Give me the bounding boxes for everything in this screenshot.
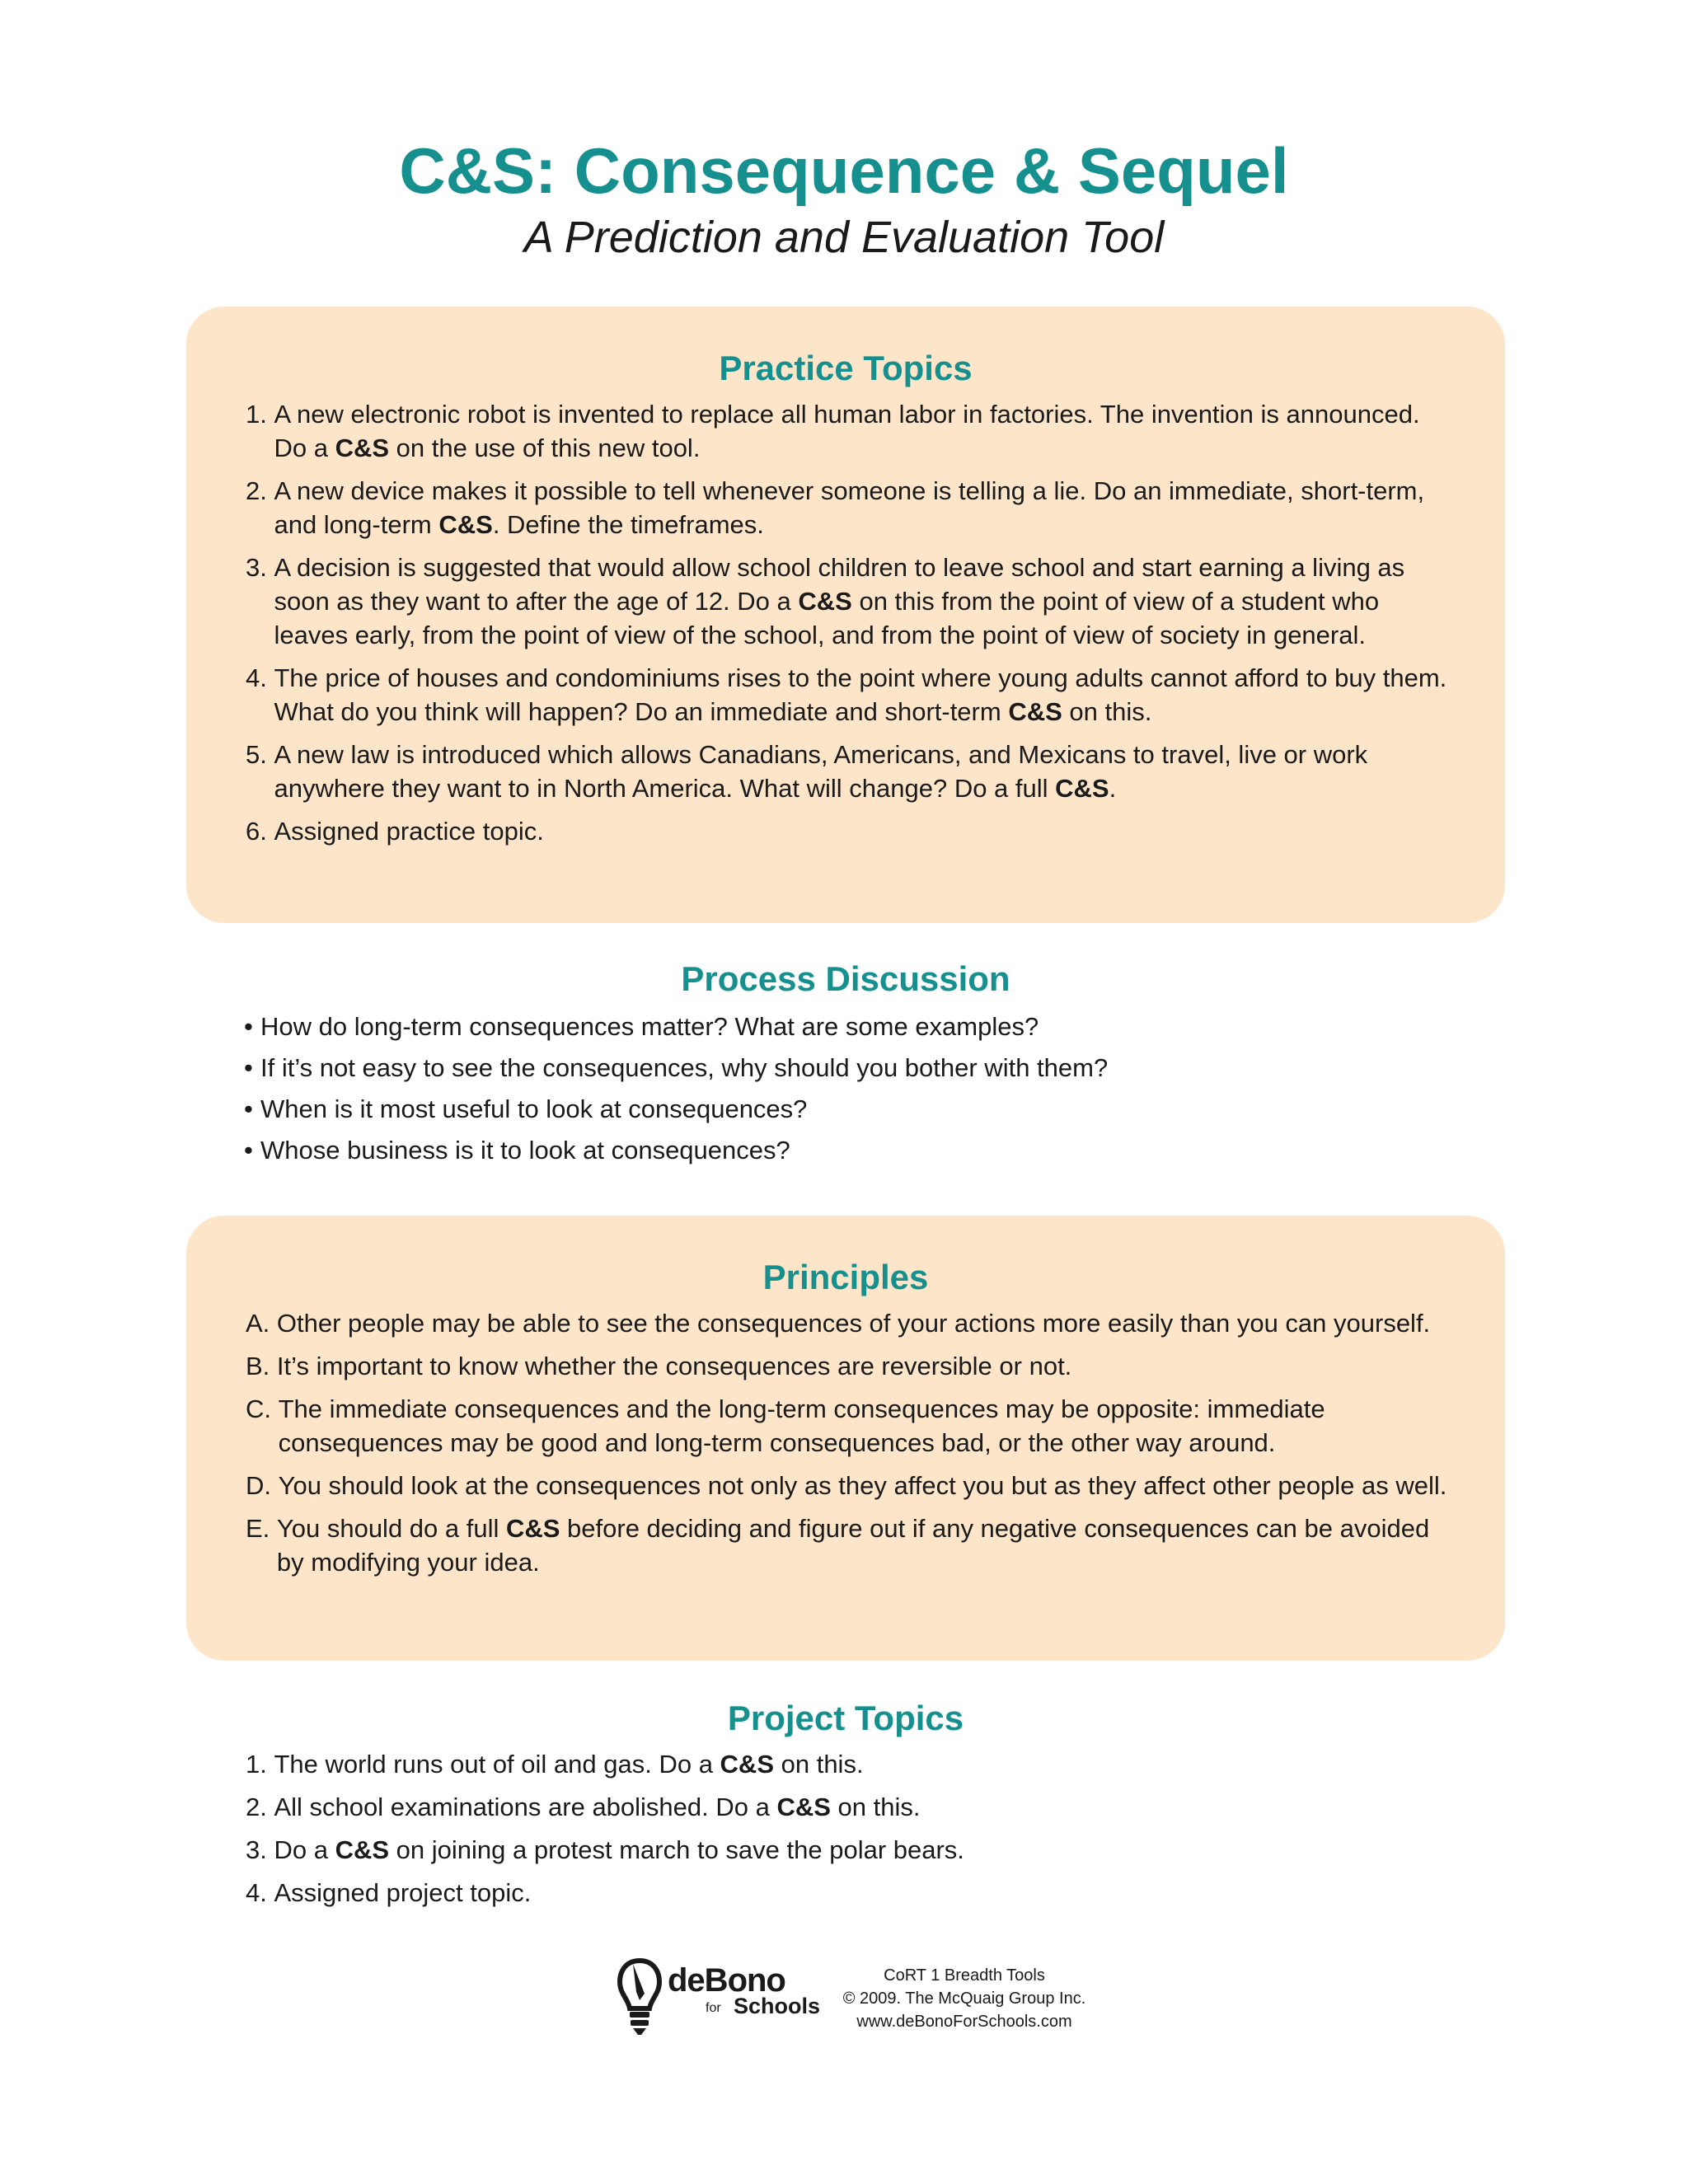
list-item-text (274, 1833, 1456, 1867)
list-item-marker: 4. (246, 663, 274, 693)
title-acronym: C&S: (399, 134, 557, 207)
text-run: All school examinations are abolished. Do a (274, 1793, 777, 1822)
practice-topics-panel (186, 307, 1505, 923)
list-item-text (279, 1392, 1456, 1460)
page-header (0, 136, 1688, 263)
text-run: You should look at the consequences not only as they affect you but as they affect other people as well. (278, 1471, 1447, 1501)
bullet-text: How do long-term consequences matter? What are some examples? (260, 1012, 1039, 1042)
text-run: Other people may be able to see the consequences of your actions more easily than you can yourself. (276, 1309, 1431, 1338)
text-run: on joining a protest march to save the polar bears. (389, 1835, 964, 1865)
tool-acronym: C&S (335, 1835, 390, 1865)
project-topics-title: Project Topics (727, 1699, 964, 1737)
practice-topics-list (246, 397, 1456, 848)
text-run: A new electronic robot is invented to replace all human labor in factories. The invention is announced. Do a (274, 400, 1420, 463)
text-run: A new device makes it possible to tell whenever someone is telling a lie. Do an immediate, short-term, and long-term (274, 476, 1425, 540)
project-topics-list (246, 1747, 1456, 1910)
list-item-text (274, 738, 1456, 805)
bullet-marker: • (244, 1012, 253, 1042)
logo-for: for (706, 2001, 721, 2015)
credit-line-tools: CoRT 1 Breadth Tools (884, 1966, 1045, 1985)
list-item-text (274, 814, 1456, 848)
list-item-marker: B. (246, 1352, 277, 1381)
list-item-marker: 6. (246, 817, 274, 846)
list-item-marker: 1. (246, 400, 274, 429)
list-item-text (274, 1747, 1456, 1781)
text-run: You should do a full (276, 1514, 506, 1544)
credit-line-copyright: © 2009. The McQuaig Group Inc. (842, 1990, 1086, 2008)
list-item (246, 738, 1456, 805)
text-run: A new law is introduced which allows Canadians, Americans, and Mexicans to travel, live or work anywhere they want to in North America. What will change? Do a full (274, 740, 1368, 804)
text-run: on this from the point of view of a student who leaves early, from the point of view of the school, and from the point of view of society in general. (274, 587, 1380, 650)
credit-line-website[interactable]: www.deBonoForSchools.com (856, 2013, 1072, 2031)
text-run: before deciding and figure out if any negative consequences can be avoided by modifying your idea. (276, 1514, 1430, 1577)
text-run: on this. (830, 1793, 921, 1822)
list-item (246, 1511, 1456, 1579)
bullet-text: When is it most useful to look at consequences? (260, 1094, 808, 1124)
text-run: on this. (774, 1750, 864, 1779)
list-item-marker: 3. (246, 553, 274, 583)
text-run: Do a (274, 1835, 335, 1865)
list-item-marker: A. (246, 1309, 277, 1338)
list-item (246, 814, 1456, 848)
debono-logo (617, 1957, 821, 2040)
project-topics-section (186, 1698, 1505, 1919)
list-item (246, 1306, 1456, 1340)
list-item-text (279, 1469, 1456, 1502)
text-run: The price of houses and condominiums rises to the point where young adults cannot afford to buy them. What do you think will happen? Do an immediate and short-term (274, 663, 1447, 727)
bullet-item (244, 1092, 1505, 1126)
bullet-item (244, 1051, 1505, 1085)
bullet-text: Whose business is it to look at consequences? (260, 1136, 790, 1165)
list-item-marker: D. (246, 1471, 279, 1501)
principles-panel (186, 1216, 1505, 1661)
list-item-marker: 2. (246, 476, 274, 506)
process-discussion-section (186, 958, 1505, 1174)
tool-acronym: C&S (1055, 774, 1109, 804)
logo-schools: Schools (734, 1994, 821, 2018)
list-item (246, 1790, 1456, 1824)
text-run: on the use of this new tool. (389, 434, 701, 463)
lightbulb-pencil-icon (617, 1957, 663, 2036)
text-run: on this. (1062, 697, 1152, 727)
list-item (246, 1349, 1456, 1383)
text-run: It’s important to know whether the consequences are reversible or not. (276, 1352, 1072, 1381)
process-discussion-title: Process Discussion (681, 959, 1010, 998)
tool-acronym: C&S (335, 434, 390, 463)
bullet-item (244, 1010, 1505, 1043)
bullet-marker: • (244, 1136, 253, 1165)
list-item-marker: 4. (246, 1878, 274, 1908)
list-item-marker: 1. (246, 1750, 274, 1779)
principles-list (246, 1306, 1456, 1579)
tool-acronym: C&S (720, 1750, 774, 1779)
process-discussion-list (244, 1010, 1505, 1167)
list-item-marker: E. (246, 1514, 277, 1544)
list-item-marker: 5. (246, 740, 274, 770)
tool-acronym: C&S (438, 510, 493, 540)
list-item-text (274, 661, 1456, 729)
list-item (246, 397, 1456, 465)
text-run: The world runs out of oil and gas. Do a (274, 1750, 720, 1779)
list-item-text (277, 1306, 1456, 1340)
list-item-marker: 3. (246, 1835, 274, 1865)
list-item-text (274, 1876, 1456, 1910)
text-run: Assigned project topic. (274, 1878, 532, 1908)
tool-acronym: C&S (776, 1793, 831, 1822)
bullet-item (244, 1133, 1505, 1167)
bullet-marker: • (244, 1094, 253, 1124)
list-item-text (277, 1511, 1456, 1579)
tool-acronym: C&S (505, 1514, 560, 1544)
list-item (246, 1833, 1456, 1867)
footer-credits (824, 1964, 1104, 2033)
list-item-marker: C. (246, 1394, 279, 1424)
text-run: . Define the timeframes. (492, 510, 764, 540)
list-item-text (274, 551, 1456, 652)
list-item-text (274, 474, 1456, 541)
text-run: . (1109, 774, 1117, 804)
list-item-text (277, 1349, 1456, 1383)
text-run: The immediate consequences and the long-term consequences may be opposite: immediate consequences may be good and long-term consequences bad, or the other way around. (278, 1394, 1325, 1458)
page-title (0, 136, 1688, 207)
tool-acronym: C&S (1008, 697, 1062, 727)
principles-title: Principles (762, 1258, 929, 1296)
bullet-marker: • (244, 1053, 253, 1083)
text-run: Assigned practice topic. (274, 817, 544, 846)
list-item (246, 1469, 1456, 1502)
list-item (246, 1747, 1456, 1781)
list-item-text (274, 397, 1456, 465)
list-item (246, 1392, 1456, 1460)
list-item (246, 1876, 1456, 1910)
page-subtitle: A Prediction and Evaluation Tool (523, 212, 1165, 262)
list-item (246, 661, 1456, 729)
list-item (246, 474, 1456, 541)
title-rest: Consequence & Sequel (556, 134, 1289, 207)
list-item (246, 551, 1456, 652)
list-item-text (274, 1790, 1456, 1824)
logo-brand: deBono (668, 1962, 785, 1999)
tool-acronym: C&S (798, 587, 852, 616)
text-run: A decision is suggested that would allow school children to leave school and start earning a living as soon as they want to after the age of 12. Do a (274, 553, 1405, 616)
practice-topics-title: Practice Topics (719, 349, 973, 387)
list-item-marker: 2. (246, 1793, 274, 1822)
bullet-text: If it’s not easy to see the consequences, why should you bother with them? (260, 1053, 1109, 1083)
